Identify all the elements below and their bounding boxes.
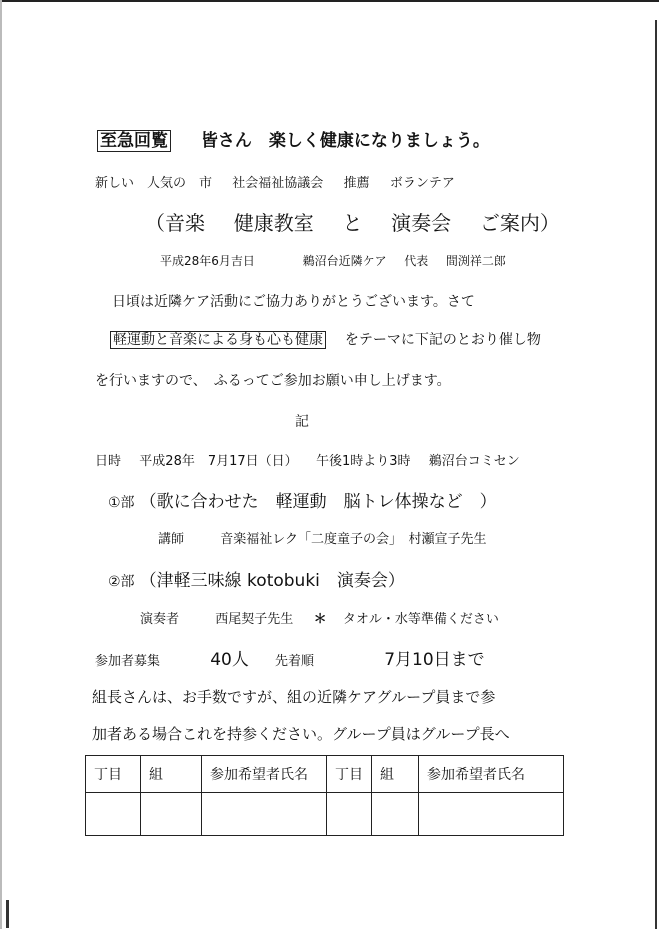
instructor-line <box>158 528 487 547</box>
scan-edge-left <box>0 0 2 929</box>
recommend-label: 推薦 <box>343 176 370 191</box>
performer-name: 西尾契子先生 <box>215 612 294 627</box>
scan-edge-mark <box>6 900 9 928</box>
sender-name: 間渕祥二郎 <box>445 254 506 268</box>
title-guide: ご案内） <box>479 211 560 235</box>
schedule-time: 午後1時より3時 <box>315 454 411 469</box>
body-line-2-rest: をテーマに下記のとおり催し物 <box>344 332 541 348</box>
theme-label: 軽運動と音楽による身も心も健康 <box>110 331 326 349</box>
title-concert: 演奏会 <box>391 211 452 235</box>
title-health-class: 健康教室 <box>233 211 314 235</box>
greeting: 皆さん 楽しく健康になりましょう。 <box>200 131 490 151</box>
notice-line-1: 組長さんは、お手数ですが、組の近隣ケアグループ員まで参 <box>92 688 496 706</box>
sender-line <box>160 252 506 269</box>
recruit-line <box>95 645 485 670</box>
recruit-count: 40人 <box>210 650 249 670</box>
instructor-name: 音楽福祉レク「二度童子の会」 村瀬宣子先生 <box>220 532 487 547</box>
sender-role: 代表 <box>404 254 429 268</box>
entry-cell[interactable] <box>327 793 372 836</box>
schedule-date: 平成28年 7月17日（日） <box>139 454 298 469</box>
entry-cell[interactable] <box>419 793 564 836</box>
scan-edge-right <box>655 20 657 929</box>
entry-cell[interactable] <box>86 793 141 836</box>
scan-edge-top <box>0 0 659 2</box>
recruit-order: 先着順 <box>275 654 315 669</box>
performer-line <box>140 608 499 627</box>
instructor-label: 講師 <box>158 532 185 547</box>
body-line-3: を行いますので、 ふるってご参加お願い申し上げます。 <box>95 373 451 389</box>
table-header-row <box>86 756 564 793</box>
entry-cell[interactable] <box>372 793 419 836</box>
performer-label: 演奏者 <box>140 612 180 627</box>
star-mark: ＊ <box>313 612 327 627</box>
title-open: （音楽 <box>145 211 205 235</box>
recruit-label: 参加者募集 <box>95 654 161 669</box>
sender-date: 平成28年6月吉日 <box>160 254 255 268</box>
part1-content: （歌に合わせた 軽運動 脳トレ体操など ） <box>139 492 497 512</box>
header-cell-chome: 丁目 <box>86 756 141 793</box>
part2-number: ②部 <box>108 574 135 590</box>
part1-line <box>108 487 497 512</box>
recommend-line <box>95 172 455 191</box>
header-cell-name: 参加希望者氏名 <box>202 756 327 793</box>
recommend-volunteer: ボランテア <box>389 176 455 191</box>
body-line-1: 日頃は近隣ケア活動にご協力ありがとうございます。さて <box>112 294 475 310</box>
entry-cell[interactable] <box>202 793 327 836</box>
schedule-line <box>95 450 520 469</box>
header-cell-kumi: 組 <box>141 756 202 793</box>
table-row <box>86 793 564 836</box>
ki-mark: 記 <box>295 414 309 430</box>
entry-cell[interactable] <box>141 793 202 836</box>
title-conjunction: と <box>342 211 363 235</box>
signup-table <box>85 755 564 836</box>
notice-line-2: 加者ある場合これを持参ください。グループ員はグループ長へ <box>92 725 510 743</box>
recommend-prefix: 新しい 人気の 市 <box>95 176 213 191</box>
part2-content: （津軽三味線 kotobuki 演奏会） <box>139 571 405 591</box>
event-title <box>145 207 560 236</box>
recruit-deadline: 7月10日まで <box>384 650 485 670</box>
part1-number: ①部 <box>108 495 135 511</box>
schedule-label: 日時 <box>95 454 122 469</box>
header-cell-kumi-2: 組 <box>372 756 419 793</box>
urgent-label: 至急回覧 <box>97 130 171 152</box>
bring-note: タオル・水等準備ください <box>342 612 499 627</box>
schedule-place: 鵜沼台コミセン <box>428 454 520 469</box>
part2-line <box>108 566 405 591</box>
header-line <box>97 126 490 151</box>
header-cell-chome-2: 丁目 <box>327 756 372 793</box>
recommend-org: 社会福祉協議会 <box>232 176 324 191</box>
body-line-2 <box>110 329 541 349</box>
sender-org: 鵜沼台近隣ケア <box>302 254 387 268</box>
header-cell-name-2: 参加希望者氏名 <box>419 756 564 793</box>
